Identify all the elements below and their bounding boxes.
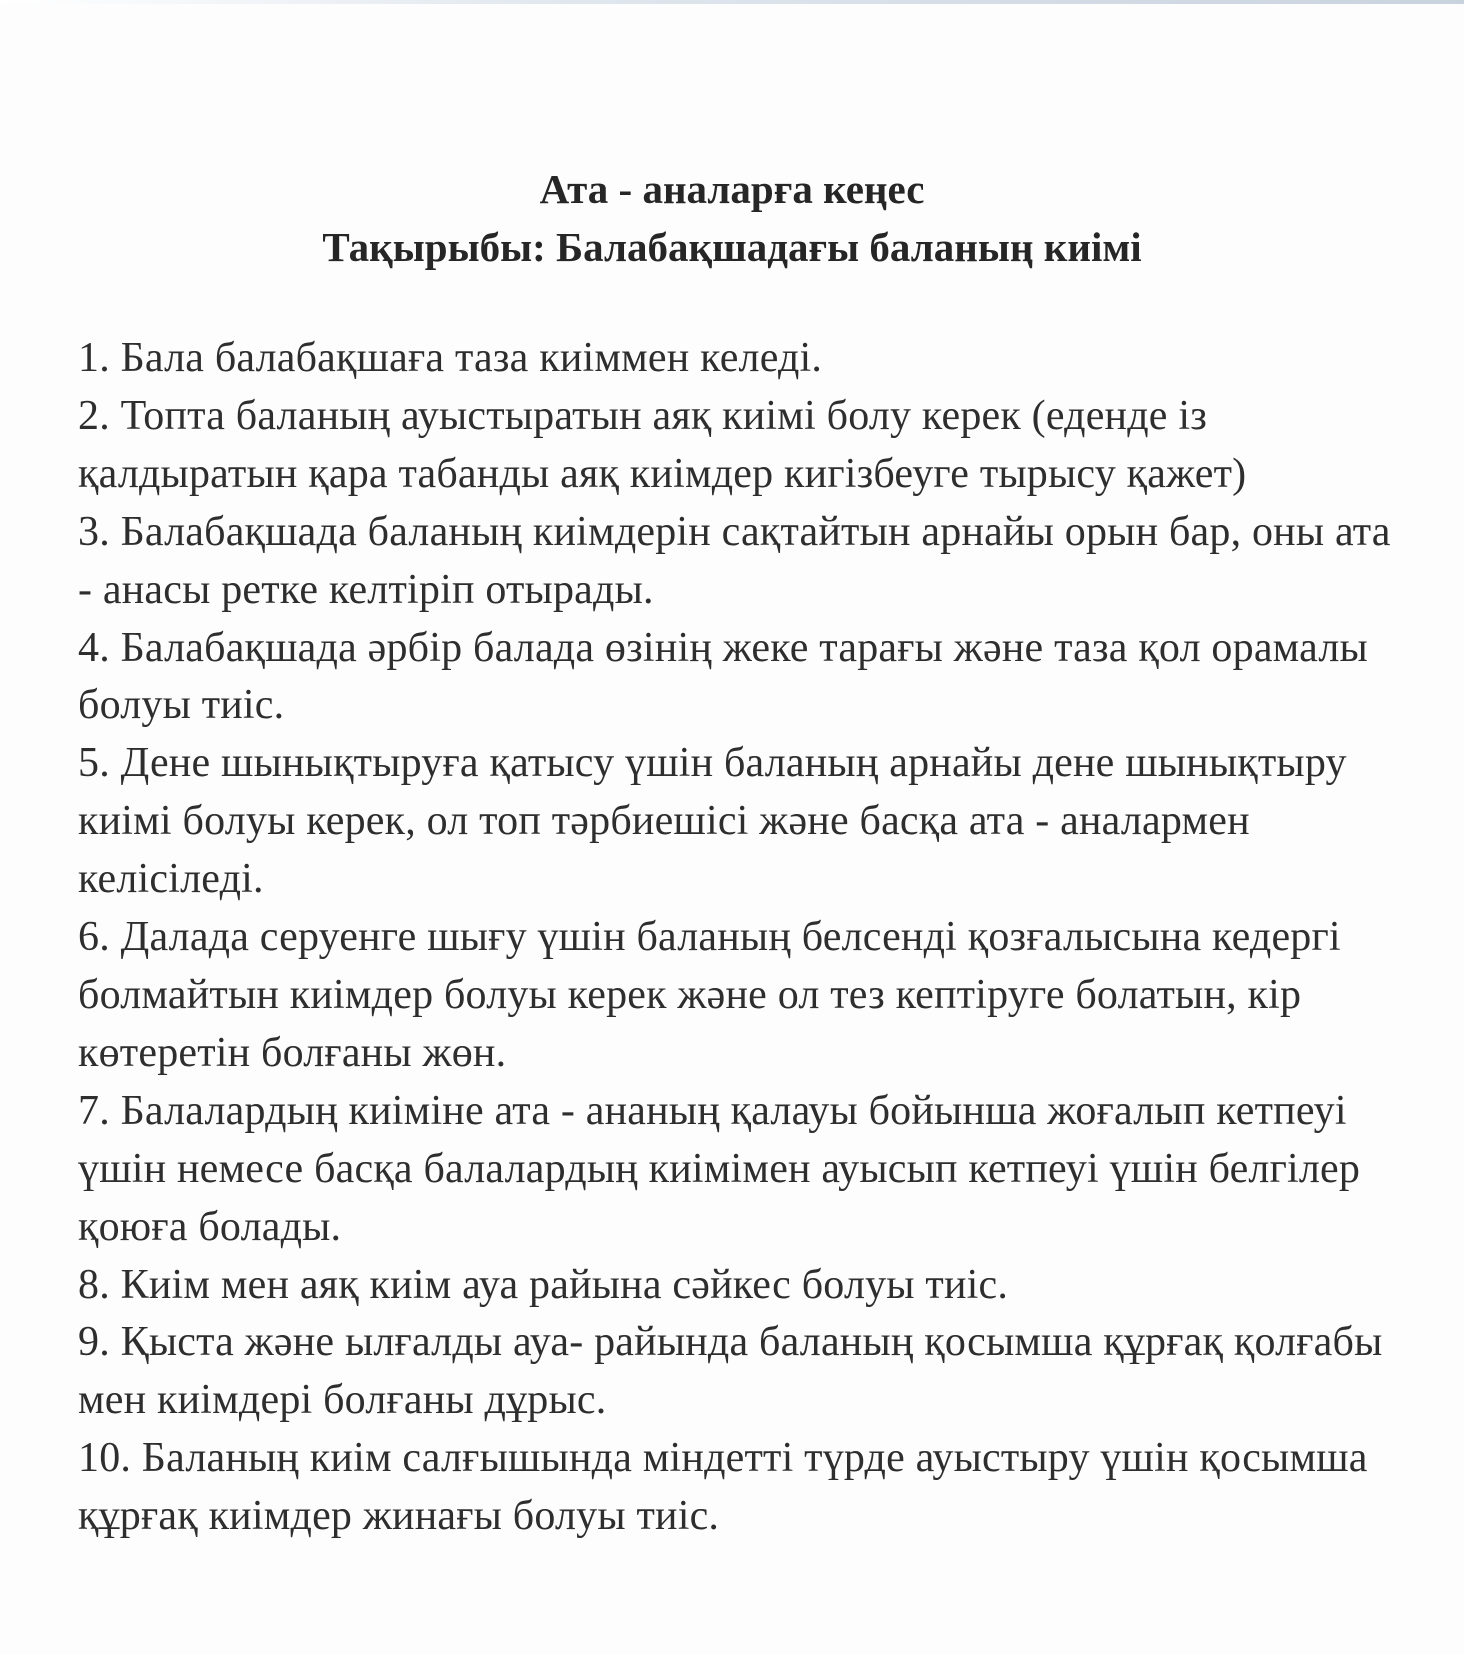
list-item: 8. Киім мен аяқ киім ауа райына сәйкес болуы тиіс. [78, 1261, 1009, 1308]
document-header [0, 160, 1464, 276]
advice-list [78, 330, 1408, 1546]
document-subtitle: Тақырыбы: Балабақшадағы баланың киімі [322, 224, 1142, 270]
list-item: 10. Баланың киім салғышында міндетті түрде ауыстыру үшін қосымша құрғақ киімдер жинағы болуы тиіс. [78, 1435, 1368, 1540]
list-item: 3. Балабақшада баланың киімдерін сақтайтын арнайы орын бар, оны ата - анасы ретке келтіріп отырады. [78, 508, 1391, 613]
list-item: 1. Бала балабақшаға таза киіммен келеді. [78, 335, 823, 381]
scan-edge [0, 0, 1464, 4]
document-title: Ата - аналарға кеңес [539, 166, 925, 212]
list-item: 5. Дене шынықтыруға қатысу үшін баланың арнайы дене шынықтыру киімі болуы керек, ол топ тәрбиешісі және басқа ата - аналармен келісіледі. [78, 740, 1347, 903]
list-item: 4. Балабақшада әрбір балада өзінің жеке тарағы және таза қол орамалы болуы тиіс. [78, 624, 1368, 729]
list-item: 6. Далада серуенге шығу үшін баланың белсенді қозғалысына кедергі болмайтын киімдер болуы керек және ол тез кептіруге болатын, кір көтеретін болғаны жөн. [78, 914, 1341, 1076]
list-item: 2. Топта баланың ауыстыратын аяқ киімі болу керек (еденде із қалдыратын қара табанды аяқ киімдер кигізбеуге тырысу қажет) [78, 392, 1247, 497]
list-item: 7. Балалардың киіміне ата - ананың қалауы бойынша жоғалып кетпеуі үшін немесе басқа балалардың киімімен ауысып кетпеуі үшін белгілер қоюға болады. [78, 1087, 1361, 1250]
list-item: 9. Қыста және ылғалды ауа- райында баланың қосымша құрғақ қолғабы мен киімдері болғаны дұрыс. [78, 1319, 1383, 1424]
